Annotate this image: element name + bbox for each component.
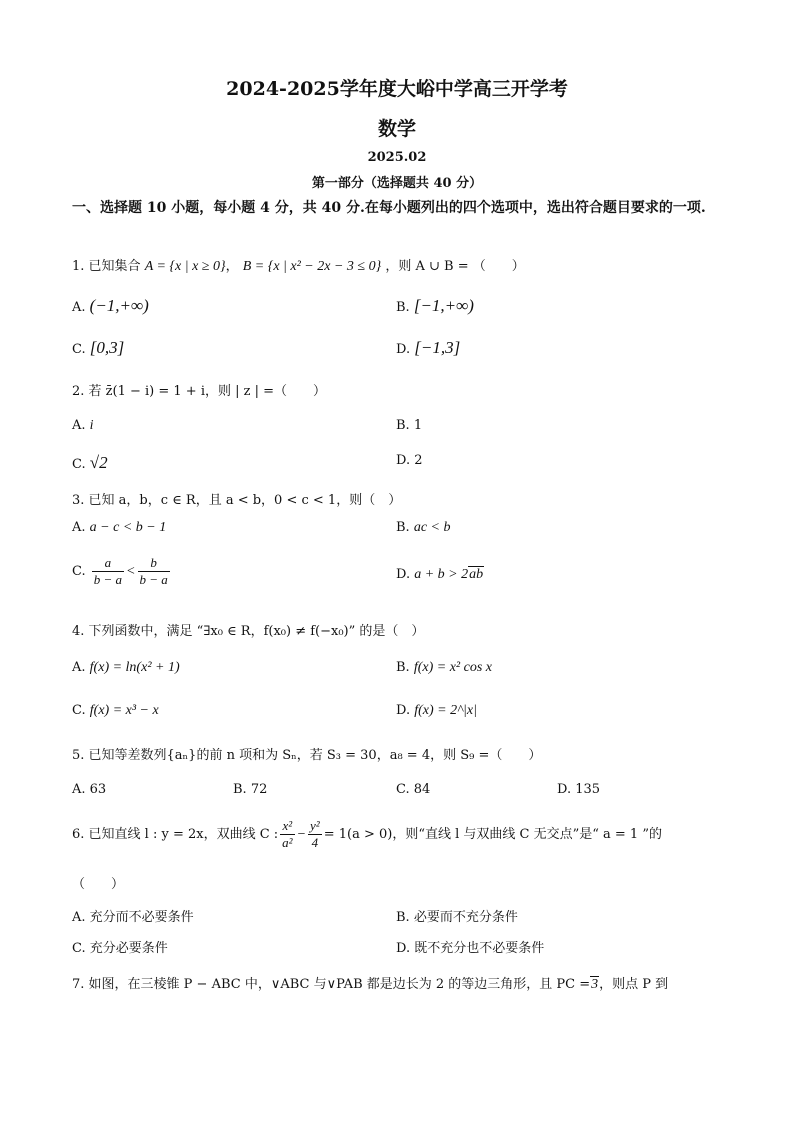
q3-option-a: A. a − c < b − 1	[72, 520, 167, 535]
q4-option-b: B. f(x) = x² cos x	[396, 660, 492, 675]
fraction-b-over-b-minus-a: $\frac{b}{b - a}$	[139, 555, 168, 587]
q3-option-d: D. a + b > 2ab	[396, 567, 484, 582]
section-heading: 一、选择题 10 小题，每小题 4 分，共 40 分.在每小题列出的四个选项中，选出符合题目要求的一项.	[72, 200, 706, 216]
q6-option-b: B. 必要而不充分条件	[396, 910, 518, 925]
q1-option-b: B. [−1,+∞)	[396, 296, 474, 315]
q2-option-c: C. √2	[72, 453, 108, 472]
fraction-x2-over-a2: $\frac{\text{x²}}{\text{a²}}$	[282, 818, 293, 850]
question-1-stem: 1. 已知集合 A = {x | x ≥ 0}， B = {x | x² − 2x − 3 ≤ 0} ，则 A ∪ B = （ ）	[72, 259, 525, 274]
question-6-stem: 6. 已知直线 l : y = 2x，双曲线 C : $\frac{\text{x²}}{\text{a²}}$ − $\frac{\text{y²}}{4}$ = 1(a > 0)，则“直线 l 与双曲线 C 无交点”是“ a = 1 ”的	[72, 818, 662, 850]
question-4-stem: 4. 下列函数中，满足 “∃x₀ ∈ R，f(x₀) ≠ f(−x₀)” 的是（ ）	[72, 624, 425, 639]
q4-option-c: C. f(x) = x³ − x	[72, 703, 159, 718]
question-6-paren: （ ）	[72, 877, 125, 892]
exam-title: 2024-2025学年度大峪中学高三开学考	[226, 78, 568, 100]
q5-option-d: D. 135	[557, 782, 601, 797]
q6-option-a: A. 充分而不必要条件	[72, 910, 194, 925]
q1-option-d: D. [−1,3]	[396, 338, 461, 357]
q5-option-a: A. 63	[72, 782, 107, 797]
subject-title: 数学	[377, 118, 416, 140]
set-b: B = {x | x² − 2x − 3 ≤ 0}	[242, 259, 382, 274]
q1-option-a: A. (−1,+∞)	[72, 296, 149, 315]
q4-option-d: D. f(x) = 2^|x|	[396, 703, 477, 718]
q3-option-c: C. $\frac{a}{b - a}$ < $\frac{b}{b - a}$	[72, 555, 168, 587]
q1-option-c: C. [0,3]	[72, 338, 125, 357]
q6-option-c: C. 充分必要条件	[72, 941, 168, 956]
set-a: A = {x | x ≥ 0}	[144, 259, 226, 274]
sqrt-ab: ab	[469, 567, 484, 582]
fraction-a-over-b-minus-a: $\frac{a}{b - a}$	[93, 555, 123, 587]
question-3-stem: 3. 已知 a，b，c ∈ R，且 a < b，0 < c < 1，则（ ）	[72, 493, 402, 508]
q4-option-a: A. f(x) = ln(x² + 1)	[72, 660, 180, 675]
sqrt-3: 3	[591, 977, 599, 992]
question-5-stem: 5. 已知等差数列{aₙ}的前 n 项和为 Sₙ，若 S₃ = 30，a₈ = 4，则 S₉ =（ ）	[72, 748, 542, 763]
part-heading: 第一部分（选择题共 40 分）	[311, 176, 483, 191]
q5-option-b: B. 72	[233, 782, 268, 797]
q2-option-d: D. 2	[396, 453, 423, 468]
q6-option-d: D. 既不充分也不必要条件	[396, 941, 545, 956]
q3-option-b: B. ac < b	[396, 520, 451, 535]
exam-date: 2025.02	[367, 150, 427, 165]
fraction-y2-over-4: $\frac{\text{y²}}{4}$	[310, 818, 320, 850]
q2-option-b: B. 1	[396, 418, 423, 433]
question-7-stem: 7. 如图，在三棱锥 P − ABC 中，∨ABC 与∨PAB 都是边长为 2 的等边三角形，且 PC =3，则点 P 到	[72, 977, 669, 992]
question-2-stem: 2. 若 z̄(1 − i) = 1 + i，则 | z | =（ ）	[72, 384, 327, 399]
q2-option-a: A. i	[72, 418, 94, 433]
q5-option-c: C. 84	[396, 782, 431, 797]
